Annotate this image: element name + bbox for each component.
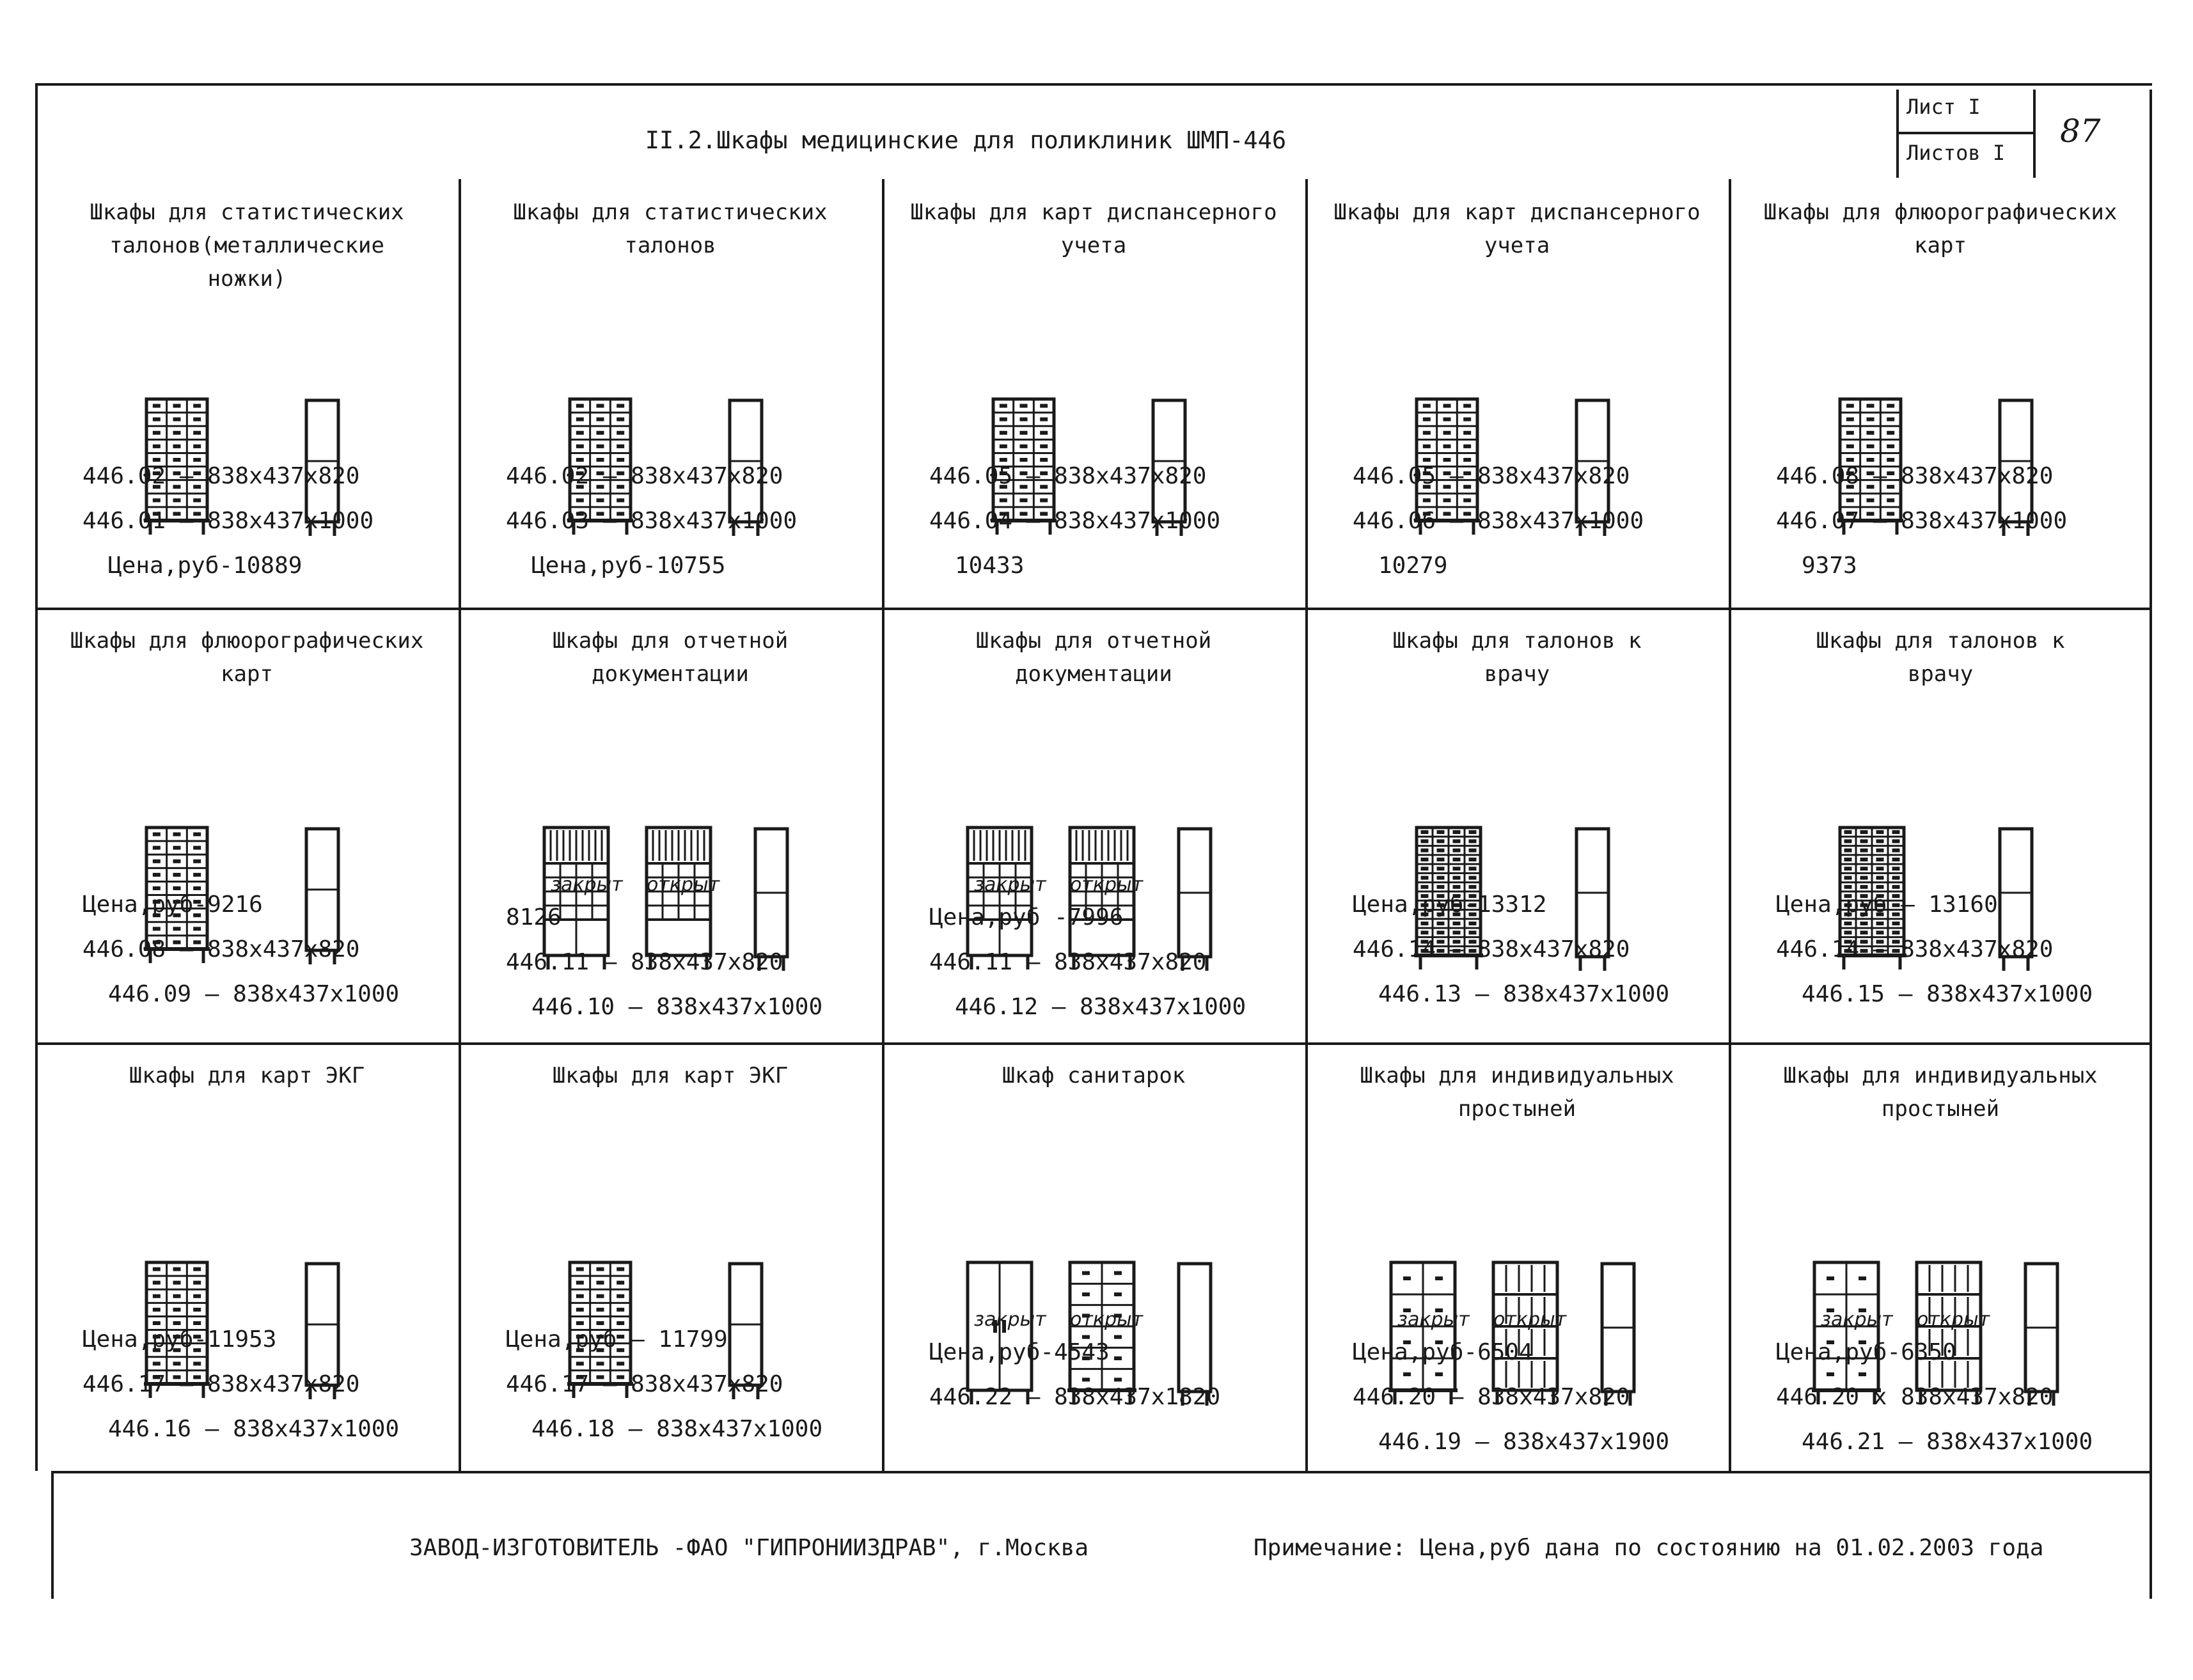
price-note: Примечание: Цена,руб дана по состоянию на 01.02.2003 года bbox=[1254, 1535, 2044, 1561]
caption-closed: закрыт bbox=[1397, 1308, 1470, 1331]
cell-line: 9373 bbox=[1802, 553, 1857, 579]
sheet-cabinet-open bbox=[1493, 1262, 1557, 1404]
cell-title: Шкафы для карт диспансерного учета bbox=[910, 200, 1277, 258]
cell-line: Цена,руб – 11799 bbox=[506, 1326, 728, 1353]
cell-title: Шкафы для индивидуальных простыней bbox=[1360, 1063, 1674, 1122]
cell-title: Шкафы для талонов к врачу bbox=[1392, 628, 1642, 687]
cell-line: 8126 bbox=[506, 904, 562, 930]
cell-line: Цена,руб-10889 bbox=[108, 553, 303, 579]
sanitary-cabinet-open bbox=[1067, 1262, 1136, 1404]
cell-line: 446.08 – 838х437х820 bbox=[1776, 463, 2054, 489]
cell-line: 446.10 – 838х437х1000 bbox=[531, 994, 823, 1020]
catalog-cell bbox=[1731, 182, 2150, 605]
report-cabinet-closed bbox=[544, 828, 608, 970]
sheet-stamp bbox=[1896, 90, 2148, 178]
cell-line: 446.02 – 838х437х820 bbox=[83, 463, 360, 489]
cell-title: Шкафы для отчетной документации bbox=[975, 628, 1212, 687]
cell-line: 446.12 – 838х437х1000 bbox=[955, 994, 1246, 1020]
page-title: II.2.Шкафы медицинские для поликлиник ШМП-446 bbox=[645, 127, 1287, 154]
cell-line: Цена,руб-10755 bbox=[531, 553, 726, 579]
cell-line: Цена,руб-4543 bbox=[929, 1339, 1110, 1365]
cell-line: 446.11 – 838х437х820 bbox=[929, 949, 1207, 975]
cell-line: 446.04 – 838х437х1000 bbox=[929, 508, 1221, 534]
cell-line: Цена,руб-6504 bbox=[1353, 1339, 1533, 1365]
catalog-cell bbox=[884, 610, 1303, 1040]
cell-line: 446.09 – 838х437х1000 bbox=[108, 981, 400, 1007]
cell-line: 446.19 – 838х437х1900 bbox=[1378, 1429, 1670, 1455]
cell-line: Цена,руб – 13160 bbox=[1776, 891, 1998, 918]
caption-closed: закрыт bbox=[1821, 1308, 1893, 1331]
catalog-cell bbox=[1308, 1045, 1726, 1468]
stamp-vdivider bbox=[2033, 90, 2036, 178]
cell-line: 446.17 – 838х437х820 bbox=[506, 1371, 783, 1397]
sheet-cabinet-closed bbox=[1812, 1262, 1881, 1404]
sheet-number: 87 bbox=[2060, 113, 2101, 150]
catalog-cell bbox=[1308, 610, 1726, 1040]
cell-line: 446.20 – 838х437х820 bbox=[1353, 1384, 1630, 1410]
cell-title: Шкафы для флюорографических карт bbox=[70, 628, 424, 687]
cell-line: 446.02 – 838х437х820 bbox=[506, 463, 783, 489]
cell-title: Шкафы для отчетной документации bbox=[552, 628, 789, 687]
caption-closed: закрыт bbox=[974, 1308, 1046, 1331]
catalog-cell bbox=[38, 1045, 456, 1468]
catalog-cell bbox=[1731, 1045, 2150, 1468]
cell-title: Шкафы для карт ЭКГ bbox=[129, 1063, 365, 1088]
cell-line: 446.11 – 838х437х820 bbox=[506, 949, 783, 975]
catalog-cell bbox=[38, 610, 456, 1040]
sheets-label: Листов I bbox=[1906, 141, 2006, 165]
sheet-cabinet-closed bbox=[1388, 1262, 1458, 1404]
cell-line: 446.01 – 838х437х1000 bbox=[83, 508, 374, 534]
catalog-cell bbox=[1308, 182, 1726, 605]
cell-line: 446.13 – 838х437х1000 bbox=[1378, 981, 1670, 1007]
cell-line: Цена,руб-9216 bbox=[83, 891, 263, 918]
report-cabinet-closed bbox=[968, 828, 1032, 970]
cell-title: Шкафы для индивидуальных простыней bbox=[1783, 1063, 2098, 1122]
caption-open: открыт bbox=[1493, 1308, 1567, 1331]
caption-open: открыт bbox=[1070, 874, 1144, 896]
catalog-cell bbox=[461, 610, 879, 1040]
catalog-cell bbox=[884, 182, 1303, 605]
catalog-cell bbox=[461, 182, 879, 605]
caption-closed: закрыт bbox=[551, 874, 623, 896]
catalog-cell bbox=[884, 1045, 1303, 1468]
cell-line: 446.21 – 838х437х1000 bbox=[1802, 1429, 2093, 1455]
cell-line: 446.16 – 838х437х1000 bbox=[108, 1416, 400, 1442]
cell-line: 446.18 – 838х437х1000 bbox=[531, 1416, 823, 1442]
manufacturer-text: ЗАВОД-ИЗГОТОВИТЕЛЬ -ФАО "ГИПРОНИИЗДРАВ", г.Москва bbox=[409, 1535, 1089, 1561]
cell-line: 446.14 – 838х437х820 bbox=[1776, 936, 2054, 962]
cell-line: 446.15 – 838х437х1000 bbox=[1802, 981, 2093, 1007]
cell-line: 446.06 – 838х437х1000 bbox=[1353, 508, 1644, 534]
sanitary-cabinet-closed bbox=[968, 1262, 1032, 1404]
cell-line: Цена,руб-6350 bbox=[1776, 1339, 1956, 1365]
cell-line: 446.05 – 838х437х820 bbox=[929, 463, 1207, 489]
caption-open: открыт bbox=[1070, 1308, 1144, 1331]
cell-line: 446.17 – 838х437х820 bbox=[83, 1371, 360, 1397]
cell-title: Шкафы для талонов к врачу bbox=[1816, 628, 2065, 687]
cell-line: Цена,руб-13312 bbox=[1353, 891, 1547, 918]
report-cabinet-open bbox=[1070, 828, 1134, 970]
sheet-label: Лист I bbox=[1906, 95, 1981, 119]
report-cabinet-open bbox=[647, 828, 711, 970]
catalog-cell bbox=[1731, 610, 2150, 1040]
sheet-cabinet-open bbox=[1917, 1262, 1981, 1404]
cell-line: 446.07 – 838х437х1000 bbox=[1776, 508, 2068, 534]
cell-line: 10279 bbox=[1378, 553, 1448, 579]
cell-line: 10433 bbox=[955, 553, 1025, 579]
footer bbox=[51, 1471, 2155, 1599]
catalog-cell bbox=[461, 1045, 879, 1468]
catalog-cell bbox=[38, 182, 456, 605]
caption-closed: закрыт bbox=[974, 874, 1046, 896]
caption-open: открыт bbox=[647, 874, 720, 896]
cell-line: 446.22 – 838х437х1820 bbox=[929, 1384, 1221, 1410]
title-row bbox=[35, 83, 1896, 179]
cell-line: 446.08 – 838х437х820 bbox=[83, 936, 360, 962]
cell-line: Цена,руб -7996 bbox=[929, 904, 1124, 930]
cell-line: 446.05 – 838х437х820 bbox=[1353, 463, 1630, 489]
catalog-grid bbox=[35, 179, 2152, 1471]
cell-title: Шкаф санитарок bbox=[1002, 1063, 1186, 1088]
cell-title: Шкафы для статистических талонов(металлические ножки) bbox=[90, 200, 404, 292]
cell-line: Цена,руб-11953 bbox=[83, 1326, 277, 1353]
caption-open: открыт bbox=[1917, 1308, 1990, 1331]
cell-title: Шкафы для статистических талонов bbox=[513, 200, 828, 258]
cell-line: 446.14 – 838х437х820 bbox=[1353, 936, 1630, 962]
cell-title: Шкафы для флюорографических карт bbox=[1763, 200, 2118, 258]
cell-line: 446.20 х 838х437х820 bbox=[1776, 1384, 2054, 1410]
stamp-divider bbox=[1899, 132, 2033, 134]
cell-title: Шкафы для карт диспансерного учета bbox=[1333, 200, 1701, 258]
cell-line: 446.03 – 838х437х1000 bbox=[506, 508, 798, 534]
cell-title: Шкафы для карт ЭКГ bbox=[552, 1063, 789, 1088]
